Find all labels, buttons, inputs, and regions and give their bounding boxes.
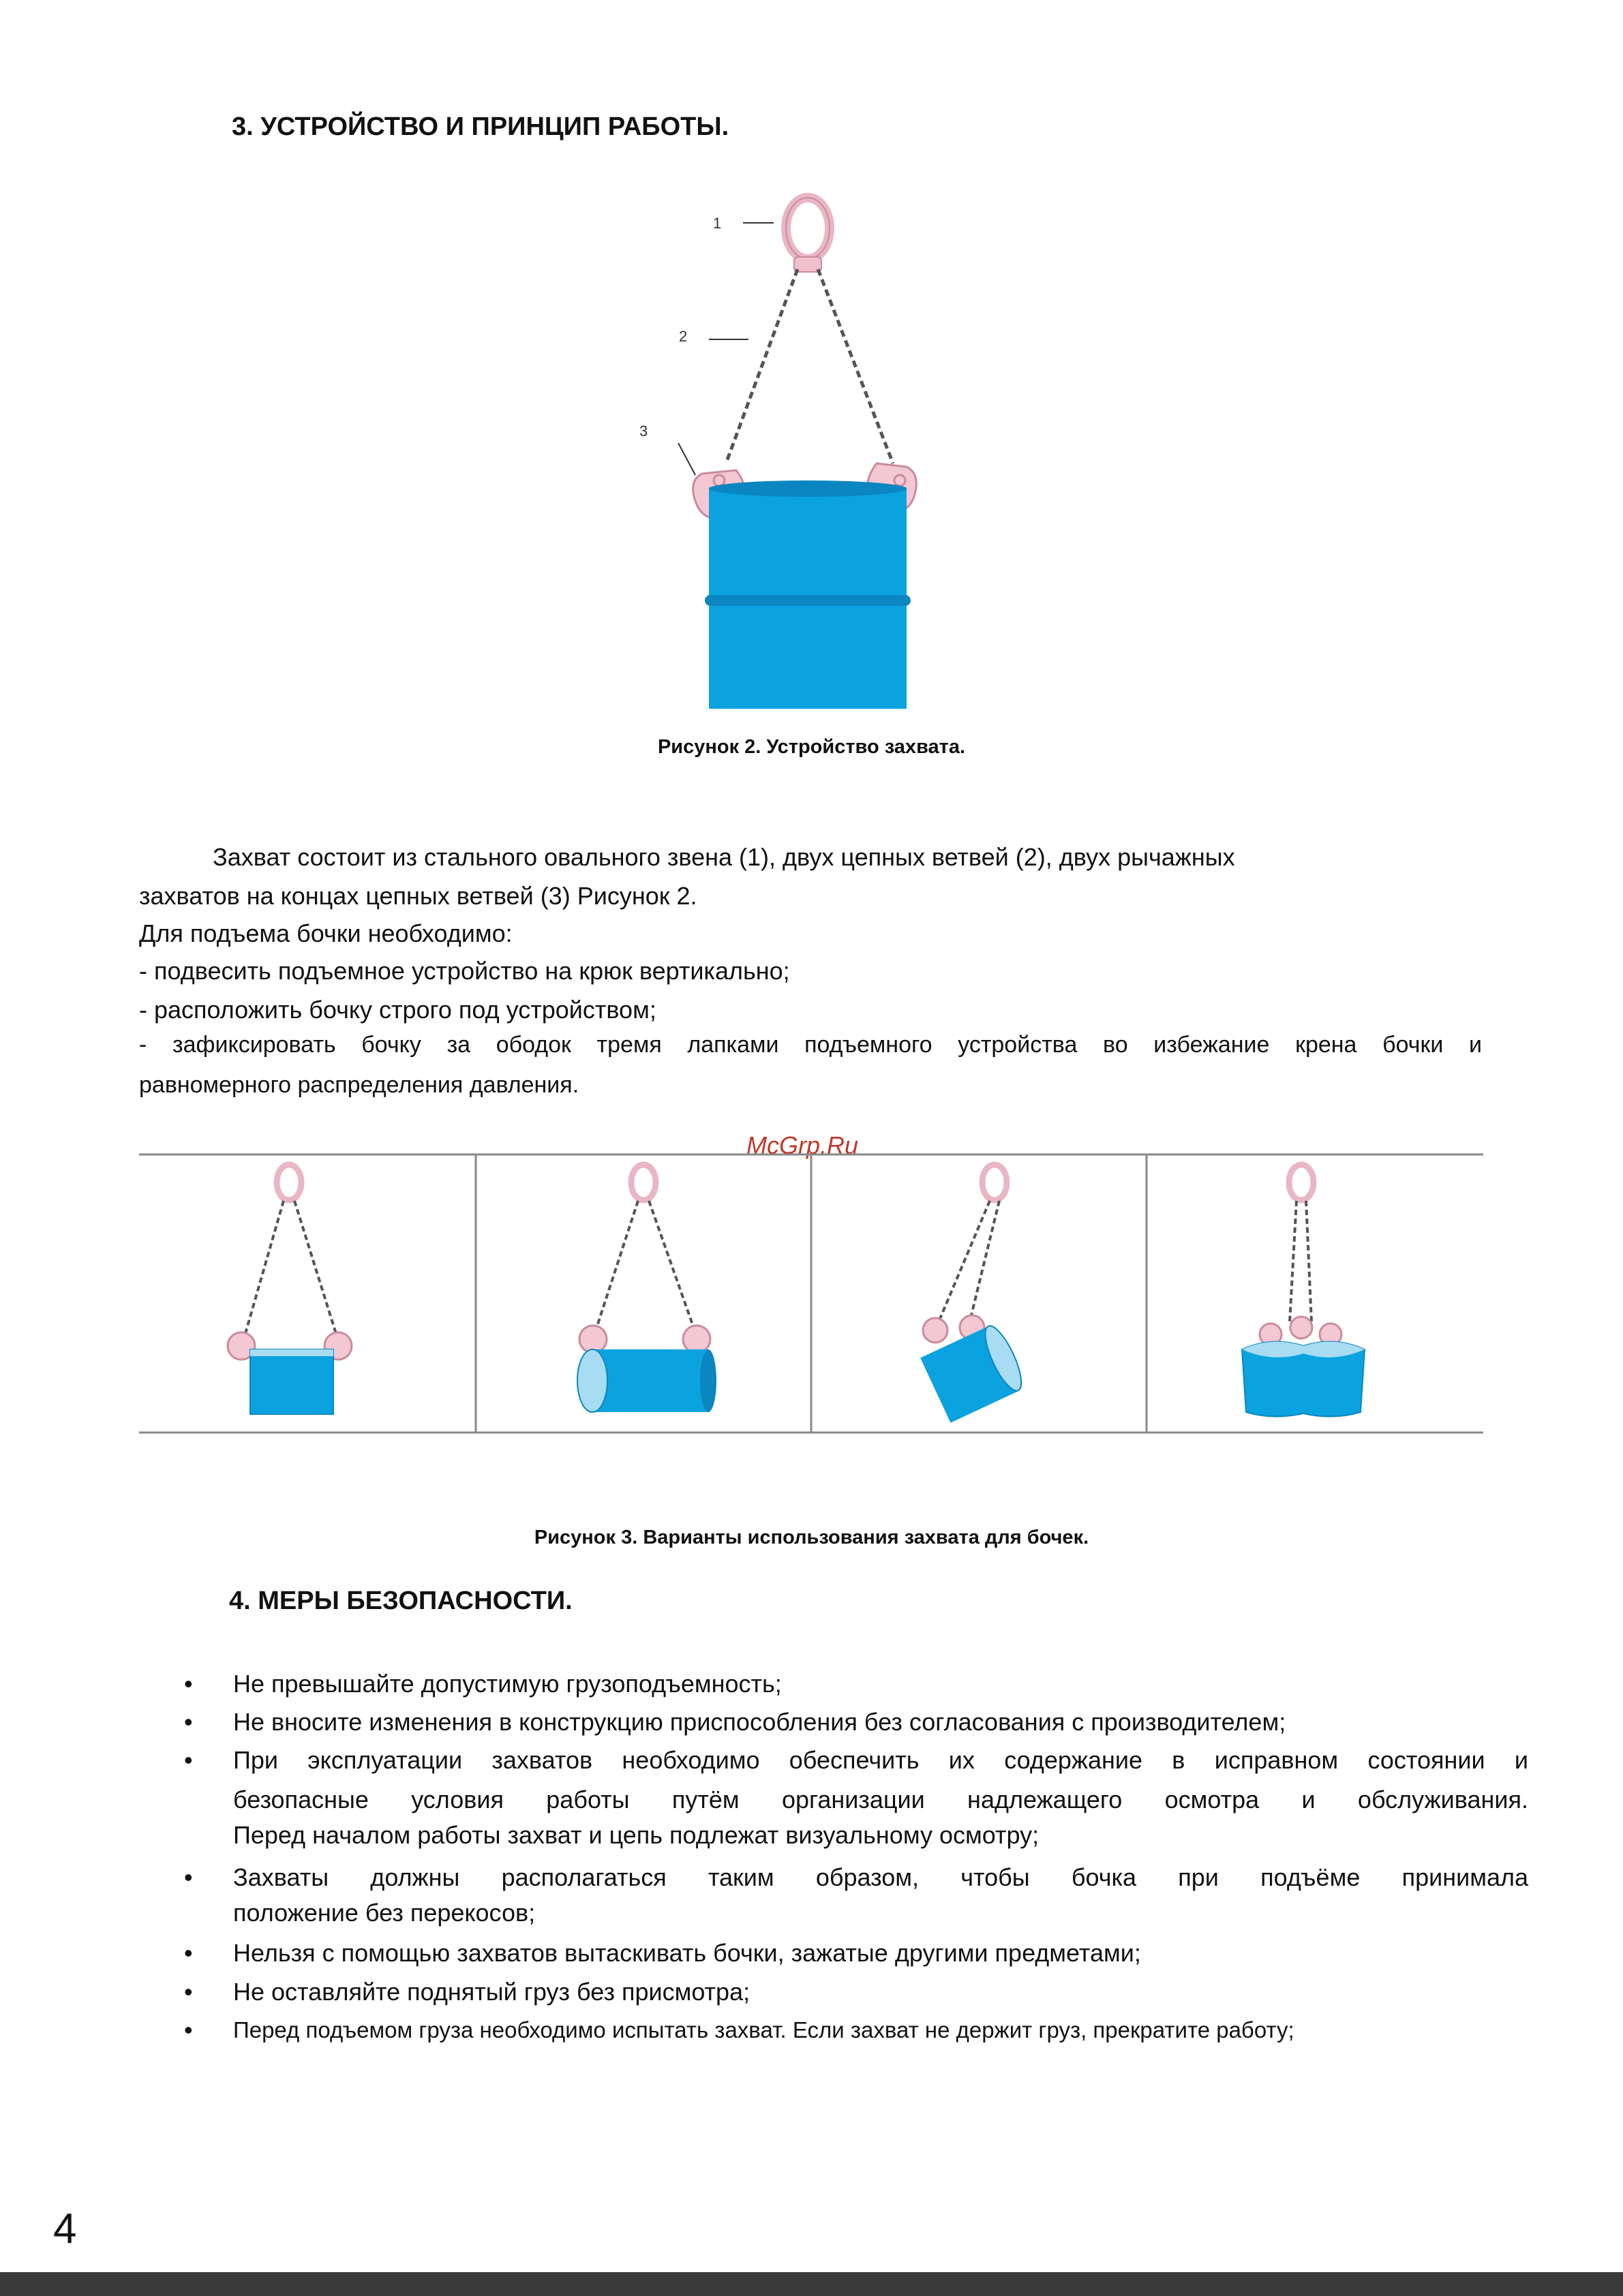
- lift-intro: Для подъема бочки необходимо:: [139, 919, 513, 947]
- step-2: - расположить бочку строго под устройством;: [139, 996, 656, 1024]
- section-3-heading: 3. УСТРОЙСТВО И ПРИНЦИП РАБОТЫ.: [232, 112, 729, 141]
- barrel: [705, 480, 911, 709]
- variant-tilted-barrel: [920, 1165, 1029, 1423]
- bullet-icon: •: [184, 2016, 193, 2044]
- bullet-icon: •: [184, 1939, 193, 1967]
- page-number: 4: [53, 2205, 77, 2252]
- step-1: - подвесить подъемное устройство на крюк вертикально;: [139, 957, 790, 985]
- figure-3-usage-variants: [139, 1152, 1483, 1438]
- section-4-heading: 4. МЕРЫ БЕЗОПАСНОСТИ.: [229, 1587, 573, 1615]
- intro-line-1: Захват состоит из стального овального звена (1), двух цепных ветвей (2), двух рычажных: [213, 843, 1235, 871]
- bullet-icon: •: [184, 1670, 193, 1698]
- figure-2-label-1: 1: [713, 215, 722, 232]
- step-3-line-2: равномерного распределения давления.: [139, 1072, 579, 1098]
- bullet-icon: •: [184, 1746, 193, 1774]
- step-3-line-1: - зафиксировать бочку за ободок тремя лапками подъемного устройства во избежание крена бочки и: [139, 1032, 1482, 1058]
- figure-2-label-3: 3: [639, 423, 648, 440]
- chain-branches: [726, 269, 893, 463]
- intro-line-2: захватов на концах цепных ветвей (3) Рисунок 2.: [139, 882, 697, 910]
- watermark: McGrp.Ru: [746, 1131, 859, 1159]
- variant-upright-barrel: [228, 1165, 352, 1414]
- bullet-icon: •: [184, 1863, 193, 1891]
- variant-horizontal-barrel: [577, 1165, 716, 1412]
- bottom-band: [0, 2272, 1623, 2296]
- figure-2-grab-device: [627, 181, 982, 719]
- figure-2-label-2: 2: [679, 328, 688, 345]
- bullet-icon: •: [184, 1978, 193, 2006]
- variant-barrel-by-rim: [1242, 1165, 1365, 1417]
- figure-2-caption: Рисунок 2. Устройство захвата.: [657, 736, 966, 758]
- bullet-icon: •: [184, 1708, 193, 1736]
- figure-3-caption: Рисунок 3. Варианты использования захвата для бочек.: [534, 1527, 1089, 1548]
